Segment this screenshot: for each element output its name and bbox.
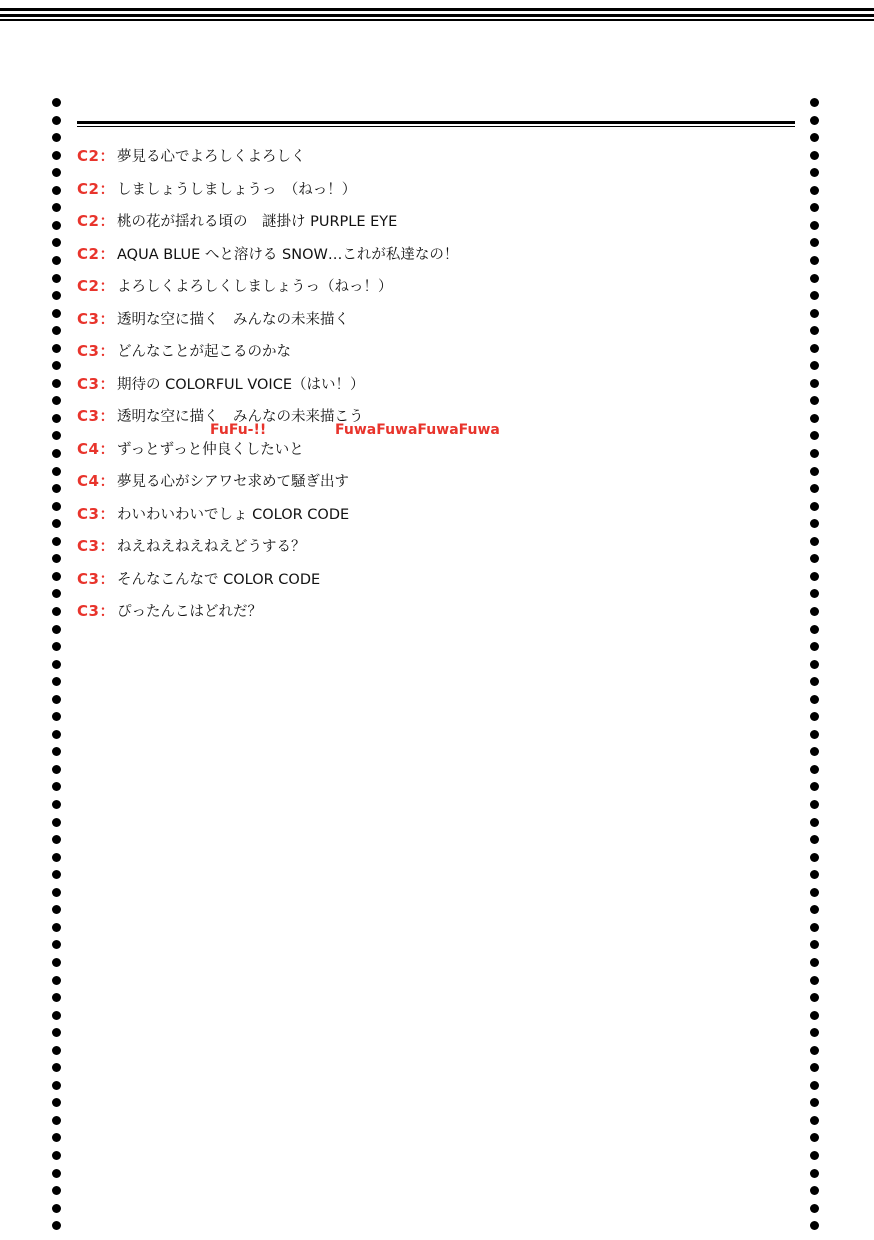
border-dot bbox=[52, 1063, 61, 1072]
border-dot bbox=[810, 133, 819, 142]
border-dot bbox=[810, 379, 819, 388]
border-dot bbox=[52, 361, 61, 370]
border-dot bbox=[52, 326, 61, 335]
lyric-line bbox=[77, 241, 797, 274]
border-dot bbox=[810, 695, 819, 704]
border-dot bbox=[810, 958, 819, 967]
border-dot bbox=[810, 537, 819, 546]
border-dot bbox=[52, 554, 61, 563]
border-dot bbox=[810, 1063, 819, 1072]
border-dot bbox=[52, 870, 61, 879]
border-dot bbox=[810, 782, 819, 791]
speaker-tag: C3： bbox=[77, 569, 115, 588]
border-dot bbox=[52, 1011, 61, 1020]
border-dot bbox=[52, 1221, 61, 1230]
border-dot bbox=[810, 203, 819, 212]
border-dot bbox=[810, 572, 819, 581]
border-dot bbox=[52, 642, 61, 651]
border-dot bbox=[810, 344, 819, 353]
border-dot bbox=[810, 905, 819, 914]
border-dot bbox=[52, 1098, 61, 1107]
lyric-line bbox=[77, 566, 797, 599]
border-dot bbox=[52, 905, 61, 914]
border-dot bbox=[810, 274, 819, 283]
border-dot bbox=[810, 168, 819, 177]
border-dot bbox=[810, 993, 819, 1002]
border-dot bbox=[52, 940, 61, 949]
border-dot bbox=[810, 1133, 819, 1142]
border-dot bbox=[52, 309, 61, 318]
border-dot bbox=[810, 607, 819, 616]
lyric-line bbox=[77, 436, 797, 469]
border-dot bbox=[52, 274, 61, 283]
border-dot bbox=[810, 484, 819, 493]
border-dot bbox=[810, 976, 819, 985]
speaker-tag: C3： bbox=[77, 309, 115, 328]
border-dot bbox=[52, 1028, 61, 1037]
border-dot bbox=[52, 203, 61, 212]
border-dot bbox=[810, 449, 819, 458]
border-dot bbox=[810, 361, 819, 370]
border-dot bbox=[52, 1151, 61, 1160]
border-dot bbox=[810, 888, 819, 897]
speaker-tag: C3： bbox=[77, 342, 115, 360]
border-dot bbox=[810, 309, 819, 318]
border-dot bbox=[52, 414, 61, 423]
border-dot bbox=[52, 1204, 61, 1213]
border-dot bbox=[52, 344, 61, 353]
speaker-tag: C4： bbox=[77, 439, 115, 458]
lyric-line bbox=[77, 208, 797, 241]
border-dot bbox=[52, 976, 61, 985]
speaker-tag: C2： bbox=[77, 212, 115, 230]
lyric-text: ぴったんこはどれだ？ bbox=[117, 604, 262, 620]
border-dot bbox=[52, 238, 61, 247]
border-dot bbox=[52, 747, 61, 756]
border-dot bbox=[52, 572, 61, 581]
border-dot bbox=[810, 747, 819, 756]
section-rule bbox=[77, 126, 795, 127]
border-dot bbox=[810, 431, 819, 440]
border-dot bbox=[52, 712, 61, 721]
lyric-line bbox=[77, 468, 797, 501]
lyric-line bbox=[77, 501, 797, 534]
border-dot bbox=[52, 1081, 61, 1090]
border-dot bbox=[52, 695, 61, 704]
border-dot bbox=[810, 712, 819, 721]
border-dot bbox=[52, 151, 61, 160]
border-dot bbox=[810, 186, 819, 195]
border-dot bbox=[810, 98, 819, 107]
border-dot bbox=[52, 1169, 61, 1178]
speaker-tag: C2： bbox=[77, 147, 115, 165]
border-dot bbox=[52, 958, 61, 967]
border-dot bbox=[810, 326, 819, 335]
border-dot bbox=[810, 116, 819, 125]
border-dot bbox=[52, 431, 61, 440]
border-dot bbox=[810, 151, 819, 160]
speaker-tag: C3： bbox=[77, 504, 115, 523]
border-dot bbox=[52, 677, 61, 686]
border-dot bbox=[810, 835, 819, 844]
border-dot bbox=[52, 291, 61, 300]
border-dot bbox=[52, 888, 61, 897]
lyric-line bbox=[77, 533, 797, 566]
lyric-text: ねえねえねえねえどうする？ bbox=[117, 539, 306, 555]
border-dot bbox=[810, 800, 819, 809]
lyric-line bbox=[77, 371, 797, 404]
border-dot bbox=[810, 502, 819, 511]
border-dot bbox=[810, 1186, 819, 1195]
border-dot bbox=[52, 660, 61, 669]
border-dot bbox=[52, 467, 61, 476]
border-dot bbox=[52, 168, 61, 177]
border-dot bbox=[52, 186, 61, 195]
border-dot bbox=[810, 1098, 819, 1107]
border-dot bbox=[810, 1116, 819, 1125]
lyric-text: わいわいわいでしょ COLOR CODE bbox=[117, 506, 350, 523]
callout-fuwafuwa: FuwaFuwaFuwaFuwa bbox=[335, 422, 500, 438]
border-dot bbox=[810, 625, 819, 634]
border-dot bbox=[810, 291, 819, 300]
border-dot bbox=[52, 607, 61, 616]
lyric-line bbox=[77, 143, 797, 176]
border-dot bbox=[52, 923, 61, 932]
border-dot bbox=[810, 589, 819, 598]
border-dot bbox=[810, 870, 819, 879]
border-dot bbox=[810, 554, 819, 563]
border-dot bbox=[810, 660, 819, 669]
speaker-tag: C3： bbox=[77, 374, 115, 393]
callout-fufu: FuFu-!! bbox=[210, 422, 267, 438]
border-dot bbox=[810, 396, 819, 405]
lyric-text: 夢見る心がシアワセ求めて騒ぎ出す bbox=[117, 474, 349, 490]
border-dot bbox=[52, 502, 61, 511]
border-dot bbox=[52, 782, 61, 791]
border-dot bbox=[52, 589, 61, 598]
border-dot bbox=[52, 835, 61, 844]
speaker-tag: C3： bbox=[77, 407, 115, 425]
border-dot bbox=[52, 116, 61, 125]
lyric-text: 透明な空に描く みんなの未来描こう bbox=[117, 409, 364, 425]
top-double-rule bbox=[0, 8, 874, 11]
border-dot bbox=[810, 923, 819, 932]
border-dot bbox=[810, 1151, 819, 1160]
border-dot bbox=[810, 221, 819, 230]
border-dot bbox=[52, 537, 61, 546]
border-dot bbox=[810, 818, 819, 827]
lyric-text: 桃の花が揺れる頃の 謎掛け PURPLE EYE bbox=[117, 214, 398, 230]
lyric-line bbox=[77, 306, 797, 339]
border-dot bbox=[52, 449, 61, 458]
border-dot bbox=[52, 853, 61, 862]
border-dot bbox=[810, 677, 819, 686]
border-dot bbox=[52, 221, 61, 230]
border-dot bbox=[810, 730, 819, 739]
border-dot bbox=[52, 1116, 61, 1125]
border-dot bbox=[810, 467, 819, 476]
border-dot bbox=[810, 1081, 819, 1090]
border-dot bbox=[810, 853, 819, 862]
lyric-line bbox=[77, 176, 797, 209]
lyric-line bbox=[77, 598, 797, 631]
border-dot bbox=[810, 519, 819, 528]
border-dot bbox=[52, 1186, 61, 1195]
border-dot bbox=[810, 1169, 819, 1178]
border-dot bbox=[52, 818, 61, 827]
border-dot bbox=[810, 1221, 819, 1230]
border-dot bbox=[52, 1046, 61, 1055]
lyric-line bbox=[77, 338, 797, 371]
lyric-text: 透明な空に描く みんなの未来描く bbox=[117, 311, 349, 328]
border-dot bbox=[810, 414, 819, 423]
border-dot bbox=[52, 765, 61, 774]
border-dot bbox=[810, 1011, 819, 1020]
speaker-tag: C2： bbox=[77, 179, 115, 198]
border-dot bbox=[52, 98, 61, 107]
lyric-line bbox=[77, 273, 797, 306]
border-dot bbox=[810, 1204, 819, 1213]
lyric-text: しましょうしましょうっ （ねっ！） bbox=[117, 181, 357, 198]
border-dot bbox=[52, 133, 61, 142]
border-dot bbox=[52, 396, 61, 405]
lyric-text: 夢見る心でよろしくよろしく bbox=[117, 149, 306, 165]
speaker-tag: C3： bbox=[77, 537, 115, 555]
top-double-rule bbox=[0, 14, 874, 17]
border-dot bbox=[810, 940, 819, 949]
lyric-text: よろしくよろしくしましょうっ（ねっ！） bbox=[117, 279, 393, 295]
border-dot bbox=[52, 519, 61, 528]
lyric-text: そんなこんなで COLOR CODE bbox=[117, 571, 321, 588]
lyrics-list bbox=[77, 143, 797, 631]
speaker-tag: C2： bbox=[77, 277, 115, 295]
border-dot bbox=[52, 484, 61, 493]
border-dot bbox=[810, 256, 819, 265]
lyric-text: 期待の COLORFUL VOICE（はい！） bbox=[117, 376, 365, 393]
border-dot bbox=[52, 379, 61, 388]
border-dot bbox=[52, 730, 61, 739]
border-dot bbox=[810, 238, 819, 247]
lyric-text: どんなことが起こるのかな bbox=[117, 344, 291, 360]
top-double-rule bbox=[0, 19, 874, 21]
lyric-text: ずっとずっと仲良くしたいと bbox=[117, 441, 304, 458]
border-dot bbox=[52, 1133, 61, 1142]
border-dot bbox=[810, 1046, 819, 1055]
border-dot bbox=[52, 625, 61, 634]
border-dot bbox=[810, 642, 819, 651]
border-dot bbox=[52, 800, 61, 809]
section-rule bbox=[77, 121, 795, 124]
speaker-tag: C3： bbox=[77, 602, 115, 620]
border-dot bbox=[52, 993, 61, 1002]
speaker-tag: C4： bbox=[77, 472, 115, 490]
lyric-text: AQUA BLUE へと溶ける SNOW…これが私達なの！ bbox=[117, 246, 459, 263]
border-dot bbox=[810, 1028, 819, 1037]
border-dot bbox=[810, 765, 819, 774]
speaker-tag: C2： bbox=[77, 244, 115, 263]
border-dot bbox=[52, 256, 61, 265]
